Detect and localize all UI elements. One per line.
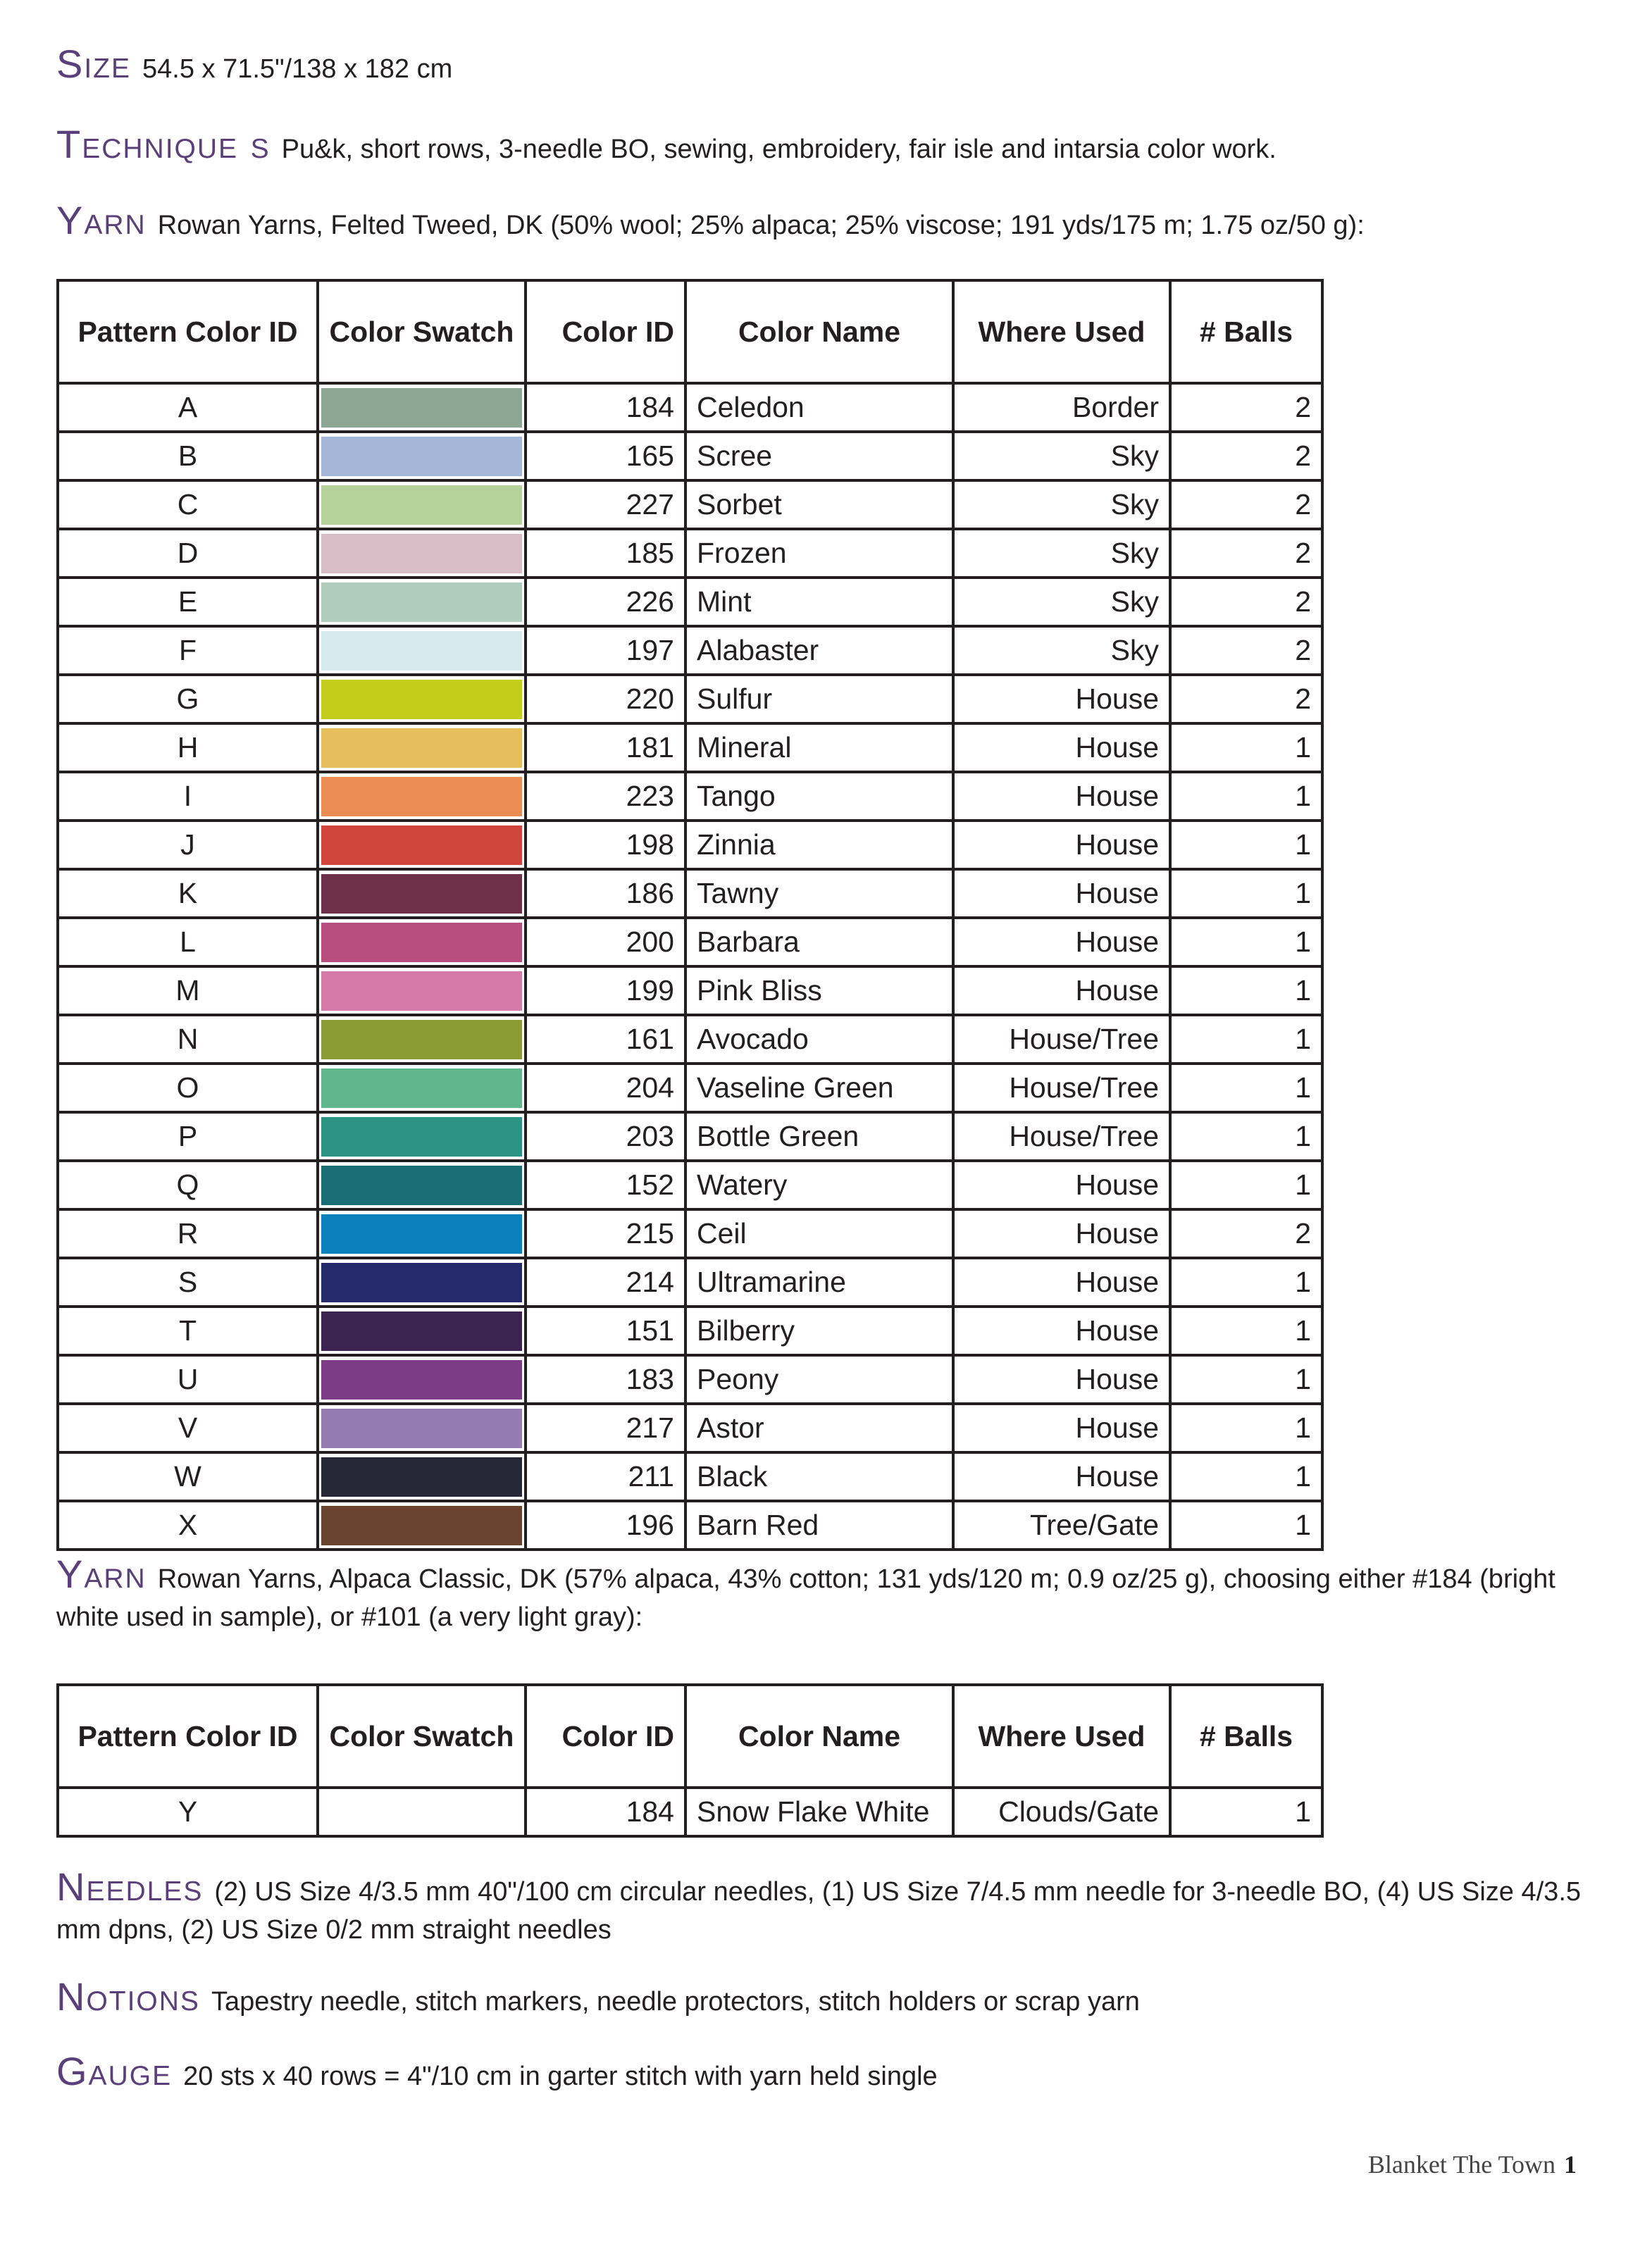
where-used-cell: Sky bbox=[953, 578, 1170, 626]
header-color-swatch: Color Swatch bbox=[318, 280, 526, 383]
color-id-cell: 214 bbox=[526, 1258, 685, 1307]
table-row bbox=[58, 772, 1322, 821]
color-id-cell: 223 bbox=[526, 772, 685, 821]
pattern-color-id-cell: J bbox=[58, 821, 318, 869]
color-swatch bbox=[321, 825, 522, 865]
color-swatch-cell bbox=[318, 1307, 526, 1355]
where-used-cell: House bbox=[953, 821, 1170, 869]
table-row bbox=[58, 869, 1322, 918]
notions-heading: Notions bbox=[56, 1974, 200, 2019]
needles-heading: Needles bbox=[56, 1864, 204, 1909]
pattern-color-id-cell: Q bbox=[58, 1161, 318, 1209]
color-id-cell: 204 bbox=[526, 1064, 685, 1112]
pattern-color-id-cell: H bbox=[58, 723, 318, 772]
color-swatch-cell bbox=[318, 529, 526, 578]
header-where-used: Where Used bbox=[953, 280, 1170, 383]
yarn-text: Rowan Yarns, Alpaca Classic, DK (57% alpaca, 43% cotton; 131 yds/120 m; 0.9 oz/25 g), choosing either #184 (bright white used in sample), or #101 (a very light gray): bbox=[56, 1564, 1556, 1632]
balls-cell: 1 bbox=[1170, 1015, 1322, 1064]
table-row bbox=[58, 918, 1322, 966]
color-id-cell: 227 bbox=[526, 480, 685, 529]
pattern-color-id-cell: B bbox=[58, 432, 318, 480]
balls-cell: 1 bbox=[1170, 1112, 1322, 1161]
color-swatch bbox=[321, 631, 522, 671]
color-id-cell: 186 bbox=[526, 869, 685, 918]
pattern-color-id-cell: W bbox=[58, 1452, 318, 1501]
balls-cell: 2 bbox=[1170, 383, 1322, 432]
balls-cell: 1 bbox=[1170, 723, 1322, 772]
where-used-cell: Clouds/Gate bbox=[953, 1788, 1170, 1836]
color-name-cell: Sorbet bbox=[685, 480, 953, 529]
where-used-cell: Sky bbox=[953, 432, 1170, 480]
balls-cell: 2 bbox=[1170, 529, 1322, 578]
color-id-cell: 211 bbox=[526, 1452, 685, 1501]
table-row bbox=[58, 432, 1322, 480]
color-name-cell: Tawny bbox=[685, 869, 953, 918]
color-swatch bbox=[321, 874, 522, 914]
technique-section bbox=[56, 122, 1592, 168]
color-id-cell: 165 bbox=[526, 432, 685, 480]
balls-cell: 1 bbox=[1170, 1355, 1322, 1404]
color-swatch-cell bbox=[318, 1209, 526, 1258]
where-used-cell: House bbox=[953, 723, 1170, 772]
color-name-cell: Scree bbox=[685, 432, 953, 480]
color-name-cell: Mint bbox=[685, 578, 953, 626]
color-swatch-cell bbox=[318, 1452, 526, 1501]
color-id-cell: 226 bbox=[526, 578, 685, 626]
table-row bbox=[58, 383, 1322, 432]
where-used-cell: House bbox=[953, 1355, 1170, 1404]
color-id-cell: 199 bbox=[526, 966, 685, 1015]
pattern-color-id-cell: X bbox=[58, 1501, 318, 1550]
color-id-cell: 220 bbox=[526, 675, 685, 723]
color-name-cell: Watery bbox=[685, 1161, 953, 1209]
color-swatch-cell bbox=[318, 1015, 526, 1064]
where-used-cell: Sky bbox=[953, 626, 1170, 675]
color-swatch-cell bbox=[318, 966, 526, 1015]
color-swatch bbox=[321, 437, 522, 476]
color-swatch-cell bbox=[318, 821, 526, 869]
table-row bbox=[58, 529, 1322, 578]
color-id-cell: 184 bbox=[526, 383, 685, 432]
header-where-used: Where Used bbox=[953, 1685, 1170, 1788]
where-used-cell: House bbox=[953, 918, 1170, 966]
pattern-color-id-cell: Y bbox=[58, 1788, 318, 1836]
alpaca-classic-rows bbox=[58, 1788, 1322, 1836]
yarn-heading: Yarn bbox=[56, 198, 147, 242]
color-id-cell: 197 bbox=[526, 626, 685, 675]
balls-cell: 1 bbox=[1170, 1064, 1322, 1112]
where-used-cell: House bbox=[953, 1307, 1170, 1355]
color-id-cell: 198 bbox=[526, 821, 685, 869]
yarn-alpaca-classic-section bbox=[56, 1552, 1592, 1636]
color-swatch-cell bbox=[318, 1501, 526, 1550]
pattern-color-id-cell: N bbox=[58, 1015, 318, 1064]
pattern-color-id-cell: G bbox=[58, 675, 318, 723]
color-name-cell: Astor bbox=[685, 1404, 953, 1452]
balls-cell: 2 bbox=[1170, 432, 1322, 480]
color-id-cell: 184 bbox=[526, 1788, 685, 1836]
header-balls: # Balls bbox=[1170, 1685, 1322, 1788]
color-id-cell: 152 bbox=[526, 1161, 685, 1209]
color-id-cell: 151 bbox=[526, 1307, 685, 1355]
table-row bbox=[58, 1355, 1322, 1404]
balls-cell: 1 bbox=[1170, 821, 1322, 869]
table-row bbox=[58, 1161, 1322, 1209]
color-swatch-cell bbox=[318, 1112, 526, 1161]
color-swatch-cell bbox=[318, 432, 526, 480]
color-name-cell: Alabaster bbox=[685, 626, 953, 675]
color-name-cell: Celedon bbox=[685, 383, 953, 432]
color-swatch-cell bbox=[318, 1788, 526, 1836]
balls-cell: 2 bbox=[1170, 1209, 1322, 1258]
color-id-cell: 203 bbox=[526, 1112, 685, 1161]
gauge-section bbox=[56, 2049, 1592, 2095]
color-swatch bbox=[321, 1117, 522, 1157]
where-used-cell: House bbox=[953, 1209, 1170, 1258]
technique-heading: Technique s bbox=[56, 122, 271, 166]
table-row bbox=[58, 966, 1322, 1015]
balls-cell: 1 bbox=[1170, 1161, 1322, 1209]
color-swatch bbox=[321, 1068, 522, 1108]
color-swatch-cell bbox=[318, 723, 526, 772]
color-name-cell: Black bbox=[685, 1452, 953, 1501]
where-used-cell: House/Tree bbox=[953, 1064, 1170, 1112]
color-id-cell: 181 bbox=[526, 723, 685, 772]
color-swatch bbox=[321, 1506, 522, 1545]
balls-cell: 2 bbox=[1170, 626, 1322, 675]
table-row bbox=[58, 578, 1322, 626]
pattern-color-id-cell: I bbox=[58, 772, 318, 821]
pattern-color-id-cell: F bbox=[58, 626, 318, 675]
color-name-cell: Snow Flake White bbox=[685, 1788, 953, 1836]
table-row bbox=[58, 480, 1322, 529]
where-used-cell: House bbox=[953, 1404, 1170, 1452]
footer-title: Blanket The Town bbox=[1367, 2150, 1556, 2179]
color-id-cell: 217 bbox=[526, 1404, 685, 1452]
color-id-cell: 196 bbox=[526, 1501, 685, 1550]
table-row bbox=[58, 1064, 1322, 1112]
where-used-cell: House/Tree bbox=[953, 1112, 1170, 1161]
color-name-cell: Zinnia bbox=[685, 821, 953, 869]
where-used-cell: House bbox=[953, 1161, 1170, 1209]
header-balls: # Balls bbox=[1170, 280, 1322, 383]
header-pattern-color-id: Pattern Color ID bbox=[58, 1685, 318, 1788]
balls-cell: 1 bbox=[1170, 772, 1322, 821]
color-swatch bbox=[321, 1360, 522, 1400]
color-swatch bbox=[321, 1263, 522, 1302]
where-used-cell: Sky bbox=[953, 480, 1170, 529]
color-id-cell: 215 bbox=[526, 1209, 685, 1258]
color-swatch-cell bbox=[318, 1064, 526, 1112]
balls-cell: 1 bbox=[1170, 1404, 1322, 1452]
color-swatch bbox=[321, 923, 522, 962]
where-used-cell: House bbox=[953, 675, 1170, 723]
header-color-swatch: Color Swatch bbox=[318, 1685, 526, 1788]
header-color-id: Color ID bbox=[526, 280, 685, 383]
color-name-cell: Bilberry bbox=[685, 1307, 953, 1355]
table-row bbox=[58, 1209, 1322, 1258]
size-text: 54.5 x 71.5"/138 x 182 cm bbox=[142, 54, 453, 84]
table-row bbox=[58, 723, 1322, 772]
page-number: 1 bbox=[1564, 2150, 1577, 2179]
color-name-cell: Sulfur bbox=[685, 675, 953, 723]
pattern-color-id-cell: D bbox=[58, 529, 318, 578]
color-swatch bbox=[321, 534, 522, 573]
color-swatch-cell bbox=[318, 626, 526, 675]
color-swatch-cell bbox=[318, 480, 526, 529]
pattern-color-id-cell: C bbox=[58, 480, 318, 529]
pattern-color-id-cell: U bbox=[58, 1355, 318, 1404]
balls-cell: 2 bbox=[1170, 480, 1322, 529]
color-swatch-cell bbox=[318, 1355, 526, 1404]
color-swatch-cell bbox=[318, 918, 526, 966]
color-swatch bbox=[321, 1214, 522, 1254]
balls-cell: 1 bbox=[1170, 1788, 1322, 1836]
color-name-cell: Avocado bbox=[685, 1015, 953, 1064]
pattern-color-id-cell: M bbox=[58, 966, 318, 1015]
pattern-color-id-cell: L bbox=[58, 918, 318, 966]
table-row bbox=[58, 1404, 1322, 1452]
felted-tweed-color-table bbox=[56, 279, 1324, 1551]
felted-tweed-rows bbox=[58, 383, 1322, 1550]
color-swatch bbox=[321, 1409, 522, 1448]
color-name-cell: Ultramarine bbox=[685, 1258, 953, 1307]
where-used-cell: House bbox=[953, 869, 1170, 918]
pattern-color-id-cell: P bbox=[58, 1112, 318, 1161]
pattern-color-id-cell: O bbox=[58, 1064, 318, 1112]
yarn-felted-tweed-section bbox=[56, 198, 1592, 244]
balls-cell: 2 bbox=[1170, 675, 1322, 723]
technique-text: Pu&k, short rows, 3-needle BO, sewing, embroidery, fair isle and intarsia color work. bbox=[281, 135, 1277, 164]
color-name-cell: Mineral bbox=[685, 723, 953, 772]
color-swatch bbox=[321, 485, 522, 525]
table-row bbox=[58, 1307, 1322, 1355]
color-swatch-cell bbox=[318, 578, 526, 626]
where-used-cell: House bbox=[953, 772, 1170, 821]
color-swatch bbox=[321, 1311, 522, 1351]
header-color-name: Color Name bbox=[685, 280, 953, 383]
needles-text: (2) US Size 4/3.5 mm 40"/100 cm circular needles, (1) US Size 7/4.5 mm needle for 3-needle BO, (4) US Size 4/3.5 mm dpns, (2) US Size 0/2 mm straight needles bbox=[56, 1877, 1582, 1945]
color-name-cell: Pink Bliss bbox=[685, 966, 953, 1015]
color-swatch bbox=[321, 680, 522, 719]
color-name-cell: Frozen bbox=[685, 529, 953, 578]
color-swatch-cell bbox=[318, 1404, 526, 1452]
color-swatch bbox=[321, 582, 522, 622]
table-row bbox=[58, 1788, 1322, 1836]
gauge-text: 20 sts x 40 rows = 4"/10 cm in garter stitch with yarn held single bbox=[183, 2062, 938, 2091]
color-name-cell: Ceil bbox=[685, 1209, 953, 1258]
color-swatch bbox=[321, 971, 522, 1011]
where-used-cell: House/Tree bbox=[953, 1015, 1170, 1064]
notions-section bbox=[56, 1974, 1592, 2021]
color-id-cell: 183 bbox=[526, 1355, 685, 1404]
color-swatch bbox=[321, 1793, 522, 1832]
balls-cell: 1 bbox=[1170, 869, 1322, 918]
color-swatch-cell bbox=[318, 1258, 526, 1307]
color-swatch-cell bbox=[318, 675, 526, 723]
color-swatch bbox=[321, 388, 522, 428]
pattern-color-id-cell: A bbox=[58, 383, 318, 432]
table-header-row bbox=[58, 1685, 1322, 1788]
table-header-row bbox=[58, 280, 1322, 383]
notions-text: Tapestry needle, stitch markers, needle protectors, stitch holders or scrap yarn bbox=[211, 1987, 1140, 2017]
balls-cell: 1 bbox=[1170, 1307, 1322, 1355]
color-swatch-cell bbox=[318, 1161, 526, 1209]
yarn-text: Rowan Yarns, Felted Tweed, DK (50% wool; 25% alpaca; 25% viscose; 191 yds/175 m; 1.75 oz/50 g): bbox=[157, 211, 1365, 240]
size-section bbox=[56, 42, 1592, 88]
balls-cell: 1 bbox=[1170, 1501, 1322, 1550]
balls-cell: 1 bbox=[1170, 1452, 1322, 1501]
where-used-cell: House bbox=[953, 1452, 1170, 1501]
color-swatch-cell bbox=[318, 772, 526, 821]
pattern-color-id-cell: V bbox=[58, 1404, 318, 1452]
pattern-color-id-cell: S bbox=[58, 1258, 318, 1307]
color-name-cell: Tango bbox=[685, 772, 953, 821]
where-used-cell: House bbox=[953, 1258, 1170, 1307]
color-swatch bbox=[321, 1457, 522, 1497]
table-row bbox=[58, 1258, 1322, 1307]
pattern-color-id-cell: K bbox=[58, 869, 318, 918]
color-swatch-cell bbox=[318, 383, 526, 432]
where-used-cell: Tree/Gate bbox=[953, 1501, 1170, 1550]
balls-cell: 1 bbox=[1170, 1258, 1322, 1307]
color-swatch bbox=[321, 1020, 522, 1059]
where-used-cell: Sky bbox=[953, 529, 1170, 578]
pattern-color-id-cell: E bbox=[58, 578, 318, 626]
table-row bbox=[58, 626, 1322, 675]
where-used-cell: House bbox=[953, 966, 1170, 1015]
needles-section bbox=[56, 1864, 1592, 1949]
table-row bbox=[58, 1015, 1322, 1064]
header-pattern-color-id: Pattern Color ID bbox=[58, 280, 318, 383]
table-row bbox=[58, 675, 1322, 723]
color-name-cell: Bottle Green bbox=[685, 1112, 953, 1161]
color-name-cell: Vaseline Green bbox=[685, 1064, 953, 1112]
pattern-color-id-cell: T bbox=[58, 1307, 318, 1355]
color-swatch-cell bbox=[318, 869, 526, 918]
balls-cell: 2 bbox=[1170, 578, 1322, 626]
table-row bbox=[58, 1112, 1322, 1161]
size-heading: Size bbox=[56, 42, 132, 86]
header-color-name: Color Name bbox=[685, 1685, 953, 1788]
color-id-cell: 185 bbox=[526, 529, 685, 578]
table-row bbox=[58, 821, 1322, 869]
color-id-cell: 161 bbox=[526, 1015, 685, 1064]
table-row bbox=[58, 1452, 1322, 1501]
color-name-cell: Peony bbox=[685, 1355, 953, 1404]
balls-cell: 1 bbox=[1170, 966, 1322, 1015]
color-name-cell: Barn Red bbox=[685, 1501, 953, 1550]
yarn-heading: Yarn bbox=[56, 1552, 147, 1596]
balls-cell: 1 bbox=[1170, 918, 1322, 966]
header-color-id: Color ID bbox=[526, 1685, 685, 1788]
color-name-cell: Barbara bbox=[685, 918, 953, 966]
color-swatch bbox=[321, 728, 522, 768]
alpaca-classic-color-table bbox=[56, 1683, 1324, 1838]
table-row bbox=[58, 1501, 1322, 1550]
gauge-heading: Gauge bbox=[56, 2049, 173, 2093]
pattern-color-id-cell: R bbox=[58, 1209, 318, 1258]
page-footer bbox=[1368, 2150, 1577, 2179]
where-used-cell: Border bbox=[953, 383, 1170, 432]
color-swatch bbox=[321, 1166, 522, 1205]
color-swatch bbox=[321, 777, 522, 816]
color-id-cell: 200 bbox=[526, 918, 685, 966]
